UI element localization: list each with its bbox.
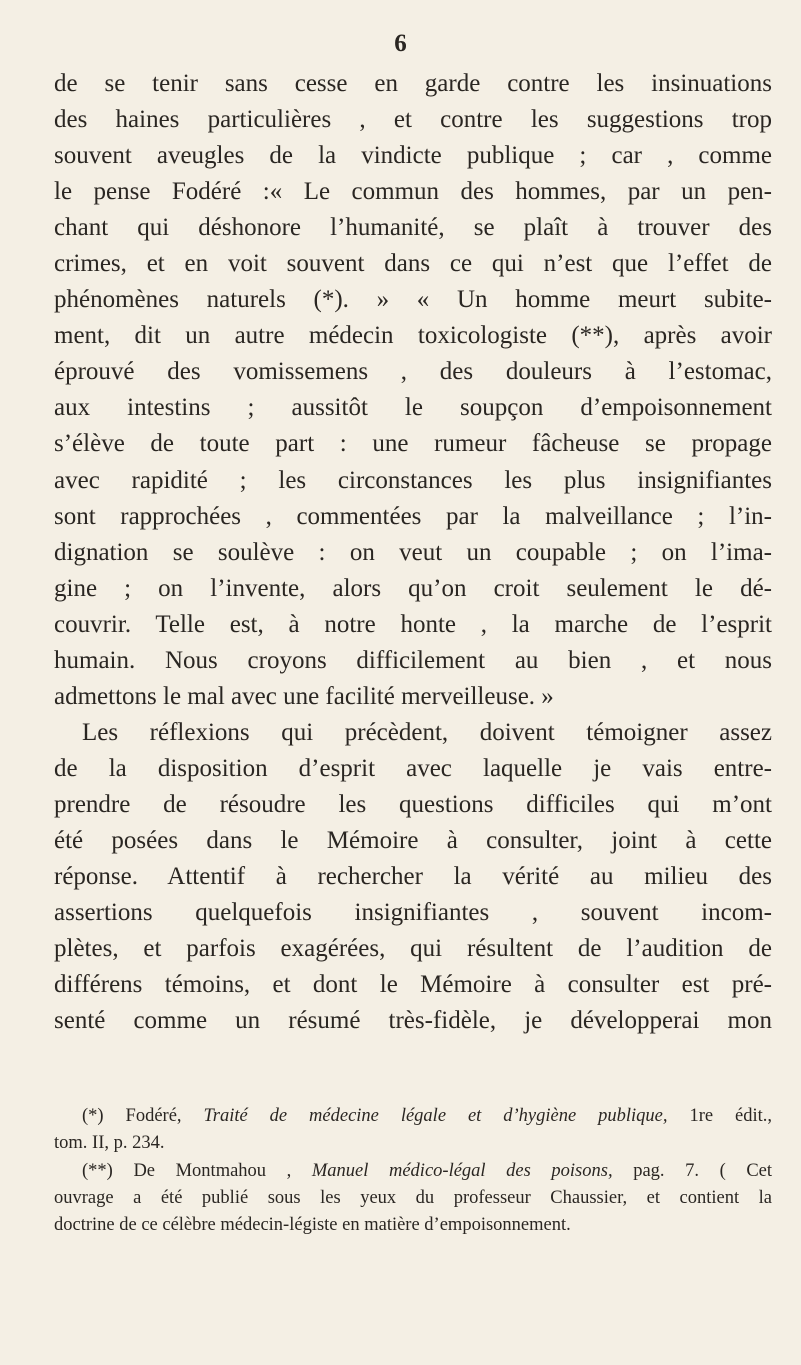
footnote-title: Manuel médico-légal des poisons, — [311, 1160, 613, 1181]
main-text — [54, 66, 772, 1039]
text-line: sont rapprochées , commentées par la malveillance ; l’in- — [54, 502, 772, 530]
footnote-2-cont: doctrine de ce célèbre médecin-légiste en matière d’empoisonnement. — [54, 1215, 571, 1236]
footnote-title: Traité de médecine légale et d’hygiène publique, — [203, 1106, 668, 1126]
text-line: avec rapidité ; les circonstances les plus insignifiantes — [54, 466, 772, 494]
text-line: de se tenir sans cesse en garde contre les insinuations — [54, 70, 772, 97]
text-line: humain. Nous croyons difficilement au bien , et nous — [54, 646, 772, 674]
text-line: prendre de résoudre les questions difficiles qui m’ont — [54, 790, 772, 818]
text-line: assertions quelquefois insignifiantes , souvent incom- — [54, 899, 772, 927]
text-line: aux intestins ; aussitôt le soupçon d’empoisonnement — [54, 394, 772, 422]
text-line: le pense Fodéré :« Le commun des hommes, par un pen- — [54, 178, 772, 206]
text-line: dignation se soulève : on veut un coupable ; on l’ima- — [54, 538, 772, 566]
footnote-2 — [54, 1158, 772, 1185]
text-line: des haines particulières , et contre les suggestions trop — [54, 106, 772, 134]
text-line: ment, dit un autre médecin toxicologiste (**), après avoir — [54, 322, 772, 350]
text-line: différens témoins, et dont le Mémoire à consulter est pré- — [54, 971, 772, 999]
page-number: 6 — [394, 30, 407, 57]
text-line: s’élève de toute part : une rumeur fâcheuse se propage — [54, 430, 772, 458]
footnote-marker: (**) — [82, 1160, 113, 1181]
text-line: gine ; on l’invente, alors qu’on croit seulement le dé- — [54, 574, 772, 602]
footnote-edition: 1re édit., — [689, 1106, 773, 1126]
footnote-2-cont: ouvrage a été publié sous les yeux du professeur Chaussier, et contient la — [54, 1187, 772, 1208]
footnote-marker: (*) — [82, 1106, 104, 1126]
text-line: crimes, et en voit souvent dans ce qui n’est que l’effet de — [54, 250, 772, 278]
text-line: senté comme un résumé très-fidèle, je développerai mon — [54, 1007, 772, 1035]
text-line: chant qui déshonore l’humanité, se plaît à trouver des — [54, 214, 772, 242]
text-line: plètes, et parfois exagérées, qui résultent de l’audition de — [54, 935, 772, 963]
text-line: Les réflexions qui précèdent, doivent témoigner assez — [82, 718, 772, 746]
text-line: souvent aveugles de la vindicte publique ; car , comme — [54, 142, 772, 170]
footnote-author: De Montmahou , — [133, 1160, 292, 1181]
footnote-1-cont: tom. II, p. 234. — [54, 1133, 165, 1154]
text-line: couvrir. Telle est, à notre honte , la marche de l’esprit — [54, 610, 772, 638]
footnote-author: Fodéré, — [125, 1106, 182, 1126]
footnote-page: pag. 7. ( Cet — [633, 1160, 773, 1181]
text-line: admettons le mal avec une facilité merveilleuse. » — [54, 682, 554, 710]
footnote-1 — [54, 1103, 772, 1130]
text-line: éprouvé des vomissemens , des douleurs à l’estomac, — [54, 358, 772, 386]
footnotes — [54, 1103, 772, 1239]
text-line: phénomènes naturels (*). » « Un homme meurt subite- — [54, 286, 772, 314]
text-line: réponse. Attentif à rechercher la vérité au milieu des — [54, 863, 772, 891]
text-line: été posées dans le Mémoire à consulter, joint à cette — [54, 826, 772, 854]
text-line: de la disposition d’esprit avec laquelle je vais entre- — [54, 754, 772, 782]
